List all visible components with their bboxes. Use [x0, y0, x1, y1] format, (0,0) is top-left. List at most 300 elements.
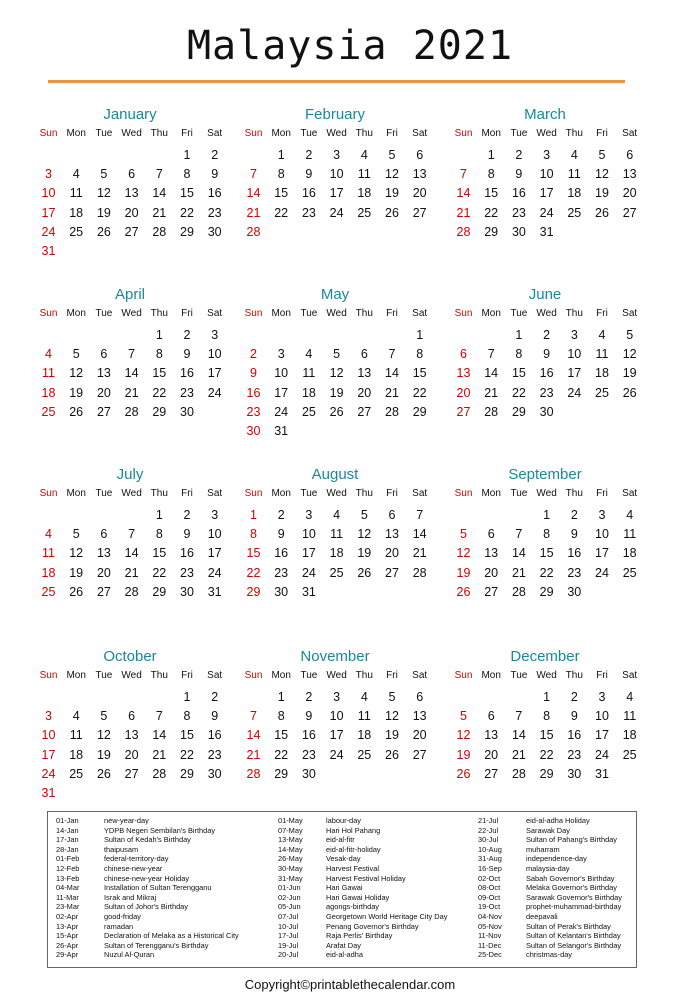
- holiday-date: 31-May: [278, 873, 303, 883]
- day-cell: 7: [128, 527, 136, 542]
- day-cell: 7: [250, 709, 257, 724]
- weekday-header: Thu: [150, 488, 168, 499]
- holiday-name: Hari Gawai Holiday: [326, 892, 390, 902]
- weekday-header: Thu: [565, 128, 583, 139]
- day-cell: 23: [301, 747, 316, 762]
- day-cell: 29: [152, 584, 167, 599]
- day-cell: 14: [246, 728, 261, 743]
- day-cell: 6: [128, 709, 136, 724]
- weekday-header: Thu: [150, 308, 168, 319]
- day-cell: 12: [69, 366, 84, 381]
- day-cell: 10: [595, 709, 609, 724]
- weekday-header: Thu: [565, 308, 583, 319]
- weekday-header: Sat: [622, 128, 638, 139]
- day-cell: 19: [385, 728, 399, 743]
- day-cell: 17: [207, 546, 222, 561]
- day-cell: 3: [333, 148, 341, 162]
- holiday-date: 04-Nov: [478, 911, 502, 921]
- weekday-header: Thu: [565, 488, 583, 499]
- day-cell: 31: [274, 424, 289, 438]
- holiday-name: prophet-muhammad-birthday: [526, 902, 622, 912]
- day-cell: 2: [515, 148, 523, 162]
- day-cell: 8: [250, 527, 257, 542]
- weekday-header: Fri: [181, 128, 193, 139]
- day-cell: 18: [622, 546, 637, 561]
- weekday-header: Sun: [454, 488, 473, 499]
- day-cell: 25: [41, 584, 56, 599]
- day-cell: 6: [626, 148, 634, 162]
- day-cell: 9: [570, 709, 578, 724]
- holiday-name: Sarawak Day: [526, 825, 570, 835]
- day-cell: 21: [152, 747, 167, 762]
- holiday-list: [47, 811, 637, 968]
- day-cell: 2: [211, 148, 219, 162]
- holiday-date: 17-Jan: [56, 835, 79, 845]
- day-cell: 2: [570, 690, 578, 704]
- day-cell: 4: [305, 347, 313, 362]
- day-cell: 12: [456, 728, 471, 743]
- day-cell: 23: [207, 205, 222, 220]
- holiday-date: 07-Jul: [278, 911, 299, 921]
- day-cell: 15: [246, 546, 261, 561]
- day-cell: 24: [274, 404, 289, 419]
- day-cell: 14: [124, 546, 139, 561]
- day-cell: 19: [96, 747, 111, 762]
- day-cell: 7: [515, 709, 523, 724]
- day-cell: 24: [41, 224, 56, 239]
- day-cell: 6: [388, 508, 396, 522]
- day-cell: 13: [622, 167, 637, 182]
- day-cell: 3: [543, 148, 551, 162]
- day-cell: 5: [72, 347, 80, 362]
- weekday-header: Fri: [386, 670, 398, 681]
- day-cell: 28: [484, 404, 499, 419]
- day-cell: 8: [155, 347, 163, 362]
- day-cell: 22: [180, 747, 194, 762]
- holiday-name: ramadan: [104, 921, 134, 931]
- day-cell: 7: [155, 167, 163, 182]
- weekday-header: Fri: [386, 488, 398, 499]
- weekday-header: Tue: [95, 308, 113, 319]
- holiday-name: Melaka Governor's Birthday: [526, 883, 617, 893]
- day-cell: 12: [622, 347, 637, 362]
- day-cell: 21: [246, 205, 261, 220]
- day-cell: 28: [511, 584, 526, 599]
- holiday-date: 08-Oct: [478, 883, 501, 893]
- holiday-name: Sarawak Governor's Birthday: [526, 892, 622, 902]
- holiday-name: Sultan of Kelantan's Birthday: [526, 931, 621, 941]
- day-cell: 28: [385, 404, 399, 419]
- holiday-date: 22-Jul: [478, 825, 499, 835]
- day-cell: 28: [124, 584, 139, 599]
- month-name: March: [524, 106, 566, 123]
- day-cell: 20: [124, 747, 139, 762]
- holiday-date: 29-Apr: [56, 950, 79, 960]
- month-name: January: [103, 106, 157, 123]
- weekday-header: Thu: [150, 128, 168, 139]
- day-cell: 3: [45, 167, 52, 182]
- holiday-name: muharram: [526, 844, 560, 854]
- day-cell: 27: [484, 584, 499, 599]
- page-title: Malaysia 2021: [186, 23, 514, 69]
- day-cell: 10: [301, 527, 316, 542]
- day-cell: 27: [484, 766, 499, 781]
- day-cell: 4: [45, 347, 52, 362]
- holiday-date: 11-Nov: [478, 931, 502, 941]
- day-cell: 2: [305, 148, 313, 162]
- weekday-header: Tue: [95, 128, 113, 139]
- day-cell: 4: [570, 148, 578, 162]
- weekday-header: Wed: [326, 488, 347, 499]
- day-cell: 29: [246, 584, 261, 599]
- holiday-date: 23-Mar: [56, 902, 80, 912]
- weekday-header: Sat: [207, 128, 223, 139]
- day-cell: 23: [567, 747, 582, 762]
- day-cell: 14: [385, 366, 399, 381]
- day-cell: 4: [72, 167, 80, 182]
- holiday-name: Sultan of Johor's Birthday: [104, 902, 188, 912]
- day-cell: 15: [412, 366, 427, 381]
- weekday-header: Thu: [355, 308, 373, 319]
- holiday-name: Hari Hol Pahang: [326, 825, 381, 835]
- day-cell: 3: [211, 328, 219, 342]
- day-cell: 11: [567, 167, 581, 182]
- day-cell: 24: [207, 385, 222, 400]
- day-cell: 8: [183, 709, 191, 724]
- holiday-name: christmas-day: [526, 950, 572, 960]
- holiday-date: 17-Jul: [278, 931, 299, 941]
- day-cell: 24: [329, 205, 344, 220]
- day-cell: 16: [539, 366, 554, 381]
- day-cell: 5: [388, 690, 396, 704]
- day-cell: 17: [567, 366, 582, 381]
- weekday-header: Tue: [95, 670, 113, 681]
- weekday-header: Fri: [596, 128, 608, 139]
- day-cell: 1: [155, 328, 163, 342]
- day-cell: 17: [595, 546, 609, 561]
- day-cell: 4: [626, 690, 634, 704]
- day-cell: 7: [128, 347, 136, 362]
- day-cell: 11: [357, 709, 371, 724]
- day-cell: 26: [357, 565, 372, 580]
- weekday-header: Sun: [454, 128, 473, 139]
- holiday-name: deepavali: [526, 911, 558, 921]
- day-cell: 30: [274, 584, 289, 599]
- month-name: February: [304, 106, 366, 123]
- day-cell: 19: [385, 186, 399, 201]
- weekday-header: Sun: [244, 670, 263, 681]
- weekday-header: Sat: [622, 488, 638, 499]
- day-cell: 7: [515, 527, 523, 542]
- holiday-name: Raja Perlis' Birthday: [326, 931, 393, 941]
- month-name: September: [508, 466, 582, 483]
- day-cell: 25: [329, 565, 344, 580]
- day-cell: 18: [329, 546, 344, 561]
- day-cell: 8: [277, 709, 285, 724]
- day-cell: 20: [412, 186, 427, 201]
- holiday-name: eid-al-fitr-holiday: [326, 844, 381, 854]
- holiday-name: independence-day: [526, 854, 587, 864]
- holiday-name: thaipusam: [104, 844, 139, 854]
- day-cell: 28: [246, 766, 261, 781]
- day-cell: 4: [598, 328, 606, 342]
- weekday-header: Mon: [271, 308, 291, 319]
- day-cell: 18: [567, 186, 582, 201]
- weekday-header: Mon: [66, 670, 86, 681]
- day-cell: 1: [416, 328, 424, 342]
- day-cell: 10: [274, 366, 289, 381]
- day-cell: 14: [511, 546, 526, 561]
- day-cell: 20: [124, 205, 139, 220]
- weekday-header: Sat: [207, 670, 223, 681]
- day-cell: 26: [385, 205, 399, 220]
- holiday-name: Sabah Governor's Birthday: [526, 873, 615, 883]
- day-cell: 5: [100, 167, 108, 182]
- holiday-date: 05-Nov: [478, 921, 502, 931]
- day-cell: 16: [180, 546, 194, 561]
- day-cell: 23: [180, 565, 194, 580]
- day-cell: 12: [385, 167, 399, 182]
- day-cell: 10: [567, 347, 582, 362]
- weekday-header: Sun: [39, 128, 58, 139]
- holiday-date: 20-Jul: [278, 950, 299, 960]
- weekday-header: Mon: [66, 488, 86, 499]
- day-cell: 16: [511, 186, 526, 201]
- day-cell: 19: [357, 546, 372, 561]
- day-cell: 15: [511, 366, 526, 381]
- day-cell: 28: [511, 766, 526, 781]
- holiday-date: 26-Apr: [56, 940, 79, 950]
- weekday-header: Tue: [510, 670, 528, 681]
- day-cell: 12: [96, 728, 111, 743]
- day-cell: 25: [357, 747, 372, 762]
- weekday-header: Wed: [326, 308, 347, 319]
- day-cell: 25: [622, 747, 637, 762]
- day-cell: 8: [543, 527, 551, 542]
- day-cell: 4: [626, 508, 634, 522]
- day-cell: 27: [124, 224, 139, 239]
- day-cell: 20: [412, 728, 427, 743]
- month-name: December: [510, 648, 580, 665]
- day-cell: 17: [595, 728, 609, 743]
- day-cell: 18: [41, 565, 56, 580]
- holiday-date: 21-Jul: [478, 816, 499, 825]
- day-cell: 2: [305, 690, 313, 704]
- day-cell: 14: [511, 728, 526, 743]
- day-cell: 2: [277, 508, 285, 522]
- day-cell: 13: [484, 728, 499, 743]
- month-name: April: [114, 286, 145, 303]
- day-cell: 13: [385, 527, 399, 542]
- holiday-name: Vesak-day: [326, 854, 361, 864]
- day-cell: 30: [511, 224, 526, 239]
- holiday-name: eid-al-adha: [326, 950, 363, 960]
- day-cell: 10: [207, 527, 222, 542]
- day-cell: 3: [598, 508, 606, 522]
- day-cell: 1: [277, 690, 285, 704]
- day-cell: 19: [69, 385, 84, 400]
- holiday-name: Declaration of Melaka as a Historical City: [104, 931, 239, 941]
- day-cell: 4: [45, 527, 52, 542]
- day-cell: 29: [180, 224, 194, 239]
- day-cell: 9: [250, 366, 257, 381]
- day-cell: 1: [183, 690, 191, 704]
- holiday-date: 13-Feb: [56, 873, 80, 883]
- day-cell: 7: [388, 347, 396, 362]
- day-cell: 16: [207, 186, 222, 201]
- day-cell: 7: [487, 347, 495, 362]
- day-cell: 18: [41, 385, 56, 400]
- day-cell: 19: [622, 366, 637, 381]
- day-cell: 10: [539, 167, 554, 182]
- day-cell: 21: [511, 747, 526, 762]
- weekday-header: Fri: [181, 308, 193, 319]
- day-cell: 18: [301, 385, 316, 400]
- day-cell: 27: [412, 747, 427, 762]
- day-cell: 7: [250, 167, 257, 182]
- weekday-header: Wed: [326, 128, 347, 139]
- day-cell: 6: [100, 527, 108, 542]
- holiday-name: Sultan of Kedah's Birthday: [104, 835, 191, 845]
- day-cell: 25: [301, 404, 316, 419]
- day-cell: 19: [96, 205, 111, 220]
- day-cell: 17: [329, 186, 344, 201]
- day-cell: 9: [543, 347, 551, 362]
- day-cell: 9: [183, 347, 191, 362]
- day-cell: 30: [567, 766, 582, 781]
- day-cell: 11: [42, 546, 55, 561]
- day-cell: 11: [623, 709, 637, 724]
- day-cell: 28: [152, 224, 167, 239]
- day-cell: 29: [539, 584, 554, 599]
- day-cell: 29: [484, 224, 499, 239]
- day-cell: 1: [543, 508, 551, 522]
- day-cell: 30: [180, 584, 194, 599]
- day-cell: 22: [412, 385, 427, 400]
- day-cell: 22: [274, 747, 289, 762]
- day-cell: 27: [385, 565, 399, 580]
- day-cell: 12: [329, 366, 344, 381]
- day-cell: 3: [598, 690, 606, 704]
- day-cell: 24: [329, 747, 344, 762]
- day-cell: 7: [155, 709, 163, 724]
- day-cell: 16: [301, 186, 316, 201]
- day-cell: 24: [567, 385, 582, 400]
- weekday-header: Tue: [300, 488, 318, 499]
- weekday-header: Sat: [412, 670, 428, 681]
- holiday-name: chinese-new-year Holiday: [104, 873, 190, 883]
- day-cell: 27: [96, 584, 111, 599]
- day-cell: 9: [305, 709, 313, 724]
- weekday-header: Sat: [207, 488, 223, 499]
- day-cell: 30: [207, 766, 222, 781]
- holiday-name: Israk and Mikraj: [104, 892, 157, 902]
- holiday-name: eid-al-fitr: [326, 835, 355, 845]
- weekday-header: Sun: [244, 488, 263, 499]
- holiday-name: Harvest Festival: [326, 863, 379, 873]
- day-cell: 16: [567, 546, 582, 561]
- day-cell: 2: [570, 508, 578, 522]
- day-cell: 16: [301, 728, 316, 743]
- weekday-header: Wed: [536, 128, 557, 139]
- day-cell: 22: [539, 565, 554, 580]
- day-cell: 24: [207, 565, 222, 580]
- day-cell: 1: [543, 690, 551, 704]
- weekday-header: Mon: [481, 308, 501, 319]
- day-cell: 28: [246, 224, 261, 239]
- day-cell: 24: [595, 747, 609, 762]
- day-cell: 23: [567, 565, 582, 580]
- day-cell: 26: [69, 584, 84, 599]
- day-cell: 16: [207, 728, 222, 743]
- day-cell: 14: [246, 186, 261, 201]
- day-cell: 12: [385, 709, 399, 724]
- day-cell: 29: [152, 404, 167, 419]
- day-cell: 9: [515, 167, 523, 182]
- day-cell: 27: [96, 404, 111, 419]
- day-cell: 9: [570, 527, 578, 542]
- day-cell: 15: [180, 186, 194, 201]
- day-cell: 15: [274, 186, 289, 201]
- holiday-date: 01-Feb: [56, 854, 80, 864]
- day-cell: 15: [274, 728, 289, 743]
- day-cell: 18: [69, 205, 84, 220]
- day-cell: 10: [595, 527, 609, 542]
- holiday-name: agongs-birthday: [326, 902, 380, 912]
- day-cell: 20: [456, 385, 471, 400]
- day-cell: 13: [124, 728, 139, 743]
- day-cell: 22: [484, 205, 499, 220]
- day-cell: 9: [211, 167, 219, 182]
- day-cell: 23: [511, 205, 526, 220]
- day-cell: 24: [41, 766, 56, 781]
- day-cell: 2: [183, 508, 191, 522]
- day-cell: 27: [456, 404, 471, 419]
- day-cell: 29: [511, 404, 526, 419]
- weekday-header: Wed: [121, 670, 142, 681]
- weekday-header: Fri: [386, 308, 398, 319]
- weekday-header: Tue: [510, 128, 528, 139]
- holiday-date: 07-May: [278, 825, 303, 835]
- day-cell: 5: [100, 709, 108, 724]
- holiday-date: 10-Jul: [278, 921, 299, 931]
- day-cell: 15: [152, 546, 167, 561]
- day-cell: 6: [487, 527, 495, 542]
- day-cell: 17: [329, 728, 344, 743]
- day-cell: 1: [183, 148, 191, 162]
- day-cell: 30: [301, 766, 316, 781]
- day-cell: 12: [357, 527, 372, 542]
- day-cell: 16: [274, 546, 289, 561]
- day-cell: 29: [274, 766, 289, 781]
- day-cell: 20: [357, 385, 372, 400]
- day-cell: 30: [567, 584, 582, 599]
- day-cell: 3: [305, 508, 313, 522]
- weekday-header: Sun: [454, 670, 473, 681]
- day-cell: 10: [329, 709, 344, 724]
- weekday-header: Sun: [39, 488, 58, 499]
- day-cell: 25: [357, 205, 372, 220]
- holiday-date: 04-Mar: [56, 883, 80, 893]
- weekday-header: Mon: [271, 670, 291, 681]
- day-cell: 5: [333, 347, 341, 362]
- weekday-header: Sat: [412, 128, 428, 139]
- day-cell: 22: [246, 565, 261, 580]
- day-cell: 21: [456, 205, 471, 220]
- day-cell: 2: [543, 328, 551, 342]
- day-cell: 26: [329, 404, 344, 419]
- weekday-header: Mon: [271, 128, 291, 139]
